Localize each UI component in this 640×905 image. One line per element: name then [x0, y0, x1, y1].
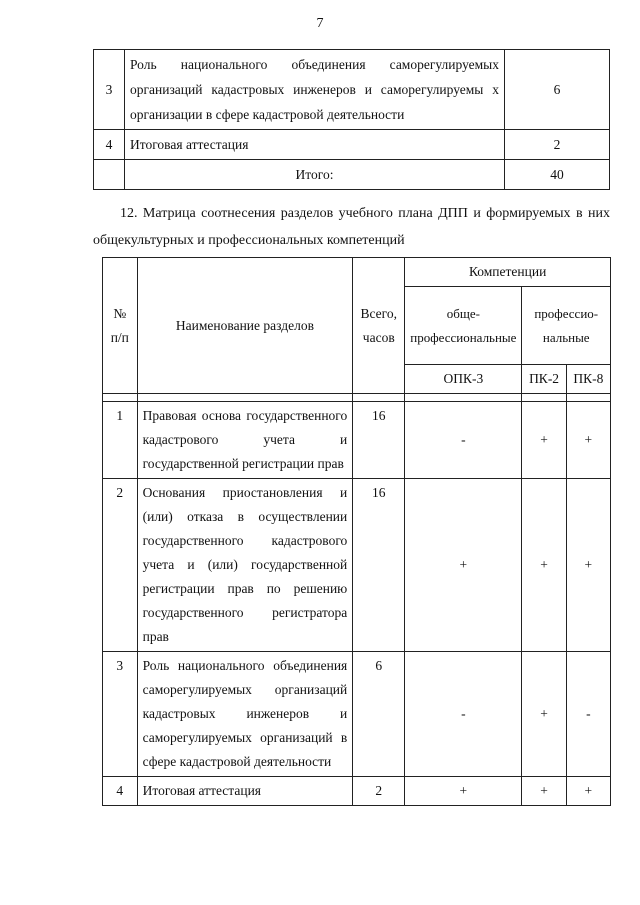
section-hours: 16: [353, 402, 405, 479]
row-number: 4: [94, 130, 125, 160]
total-value: 40: [505, 160, 610, 190]
header-professional: профессио-нальные: [522, 287, 611, 365]
mark-pk8: +: [566, 402, 610, 479]
mark-opk3: -: [405, 652, 522, 777]
spacer-row: [103, 394, 611, 402]
empty-cell: [94, 160, 125, 190]
section-hours: 6: [505, 50, 610, 130]
section-name: Итоговая аттестация: [125, 130, 505, 160]
section-hours: 16: [353, 479, 405, 652]
table-row: [94, 50, 610, 130]
header-opk3: ОПК-3: [405, 365, 522, 394]
mark-pk2: +: [522, 652, 566, 777]
mark-pk8: +: [566, 777, 610, 806]
header-competencies: Компетенции: [405, 258, 611, 287]
header-name: Наименование разделов: [137, 258, 353, 394]
mark-opk3: -: [405, 402, 522, 479]
section-heading: 12. Матрица соотнесения разделов учебного плана ДПП и формируемых в них общекультурных и профессиональных компетенций: [93, 206, 610, 248]
table-row: [103, 652, 611, 777]
mark-pk2: +: [522, 402, 566, 479]
header-pk2: ПК-2: [522, 365, 566, 394]
section-name: Правовая основа государственного кадастрового учета и государственной регистрации прав: [137, 402, 353, 479]
section-name: Роль национального объединения саморегулируемых организаций кадастровых инженеров и саморегулируемых организаций в сфере кадастровой деятельности: [137, 652, 353, 777]
mark-pk8: +: [566, 479, 610, 652]
mark-pk2: +: [522, 777, 566, 806]
hours-summary-table: [93, 49, 610, 190]
header-hours: Всего, часов: [353, 258, 405, 394]
section-name: Роль национального объединения саморегулируемых организаций кадастровых инженеров и саморегулируемы х организации в сфере кадастровой деятельности: [125, 50, 505, 130]
page-number: 7: [316, 16, 324, 31]
mark-opk3: +: [405, 479, 522, 652]
row-number: 1: [103, 402, 138, 479]
mark-pk2: +: [522, 479, 566, 652]
mark-pk8: -: [566, 652, 610, 777]
header-general: обще-профессиональные: [405, 287, 522, 365]
mark-opk3: +: [405, 777, 522, 806]
row-number: 2: [103, 479, 138, 652]
table-row: [103, 402, 611, 479]
competency-matrix-table: [102, 257, 611, 806]
table-row: [94, 130, 610, 160]
section-name: Итоговая аттестация: [137, 777, 353, 806]
section-hours: 2: [505, 130, 610, 160]
total-row: [94, 160, 610, 190]
section-hours: 6: [353, 652, 405, 777]
row-number: 4: [103, 777, 138, 806]
row-number: 3: [103, 652, 138, 777]
table-row: [103, 479, 611, 652]
header-row: [103, 258, 611, 287]
table-row: [103, 777, 611, 806]
total-label: Итого:: [125, 160, 505, 190]
row-number: 3: [94, 50, 125, 130]
section-hours: 2: [353, 777, 405, 806]
section-name: Основания приостановления и (или) отказа в осуществлении государственного кадастрового учета и (или) государственной регистрации прав по решению государственного регистратора прав: [137, 479, 353, 652]
header-num: № п/п: [103, 258, 138, 394]
header-pk8: ПК-8: [566, 365, 610, 394]
